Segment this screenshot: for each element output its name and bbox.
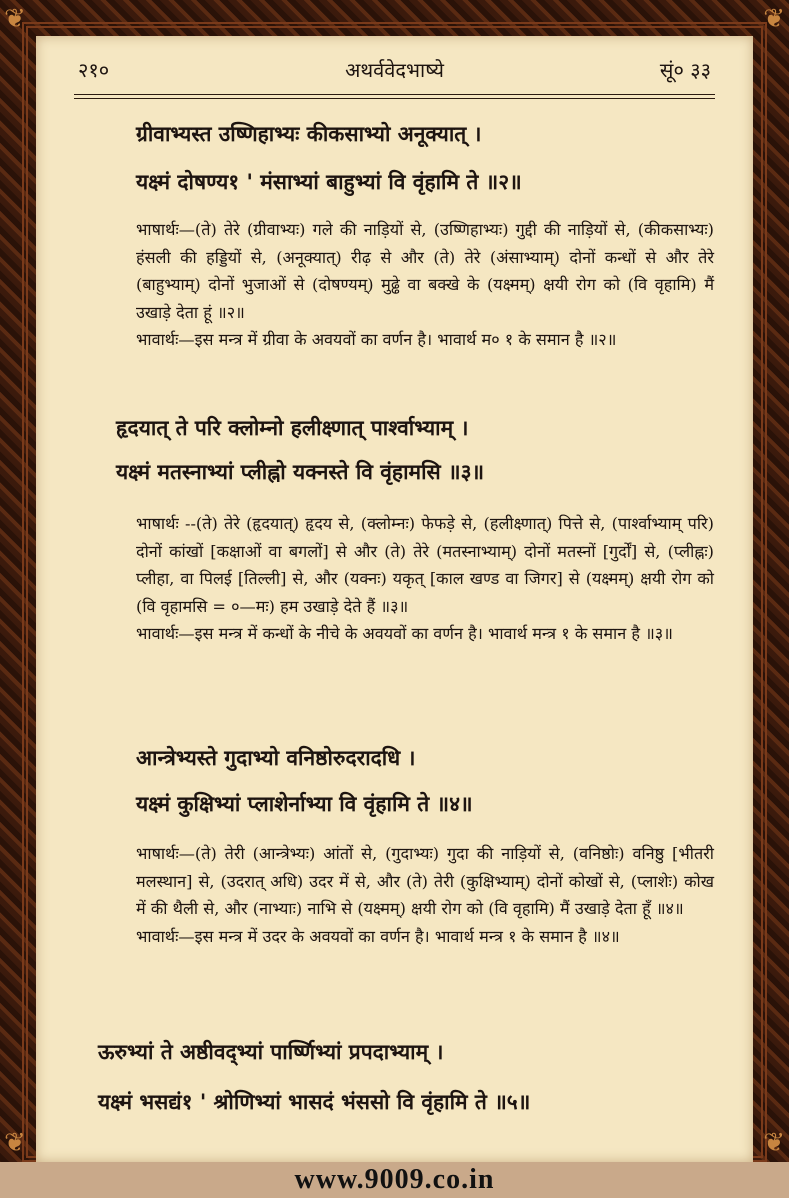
book-page bbox=[36, 36, 753, 1162]
commentary-verse-4 bbox=[84, 840, 714, 950]
verse-2-line-2: यक्ष्मं दोषण्य१ ' मंसाभ्यां बाहुभ्यां वि वृंहामि ते ॥२॥ bbox=[136, 169, 522, 194]
book-title: अथर्ववेदभाष्ये bbox=[345, 58, 444, 82]
verse-3-line-2: यक्ष्मं मतस्नाभ्यां प्लीह्नो यक्नस्ते वि वृंहामसि ॥३॥ bbox=[116, 459, 485, 484]
corner-ornament-icon: ❦ bbox=[763, 1128, 785, 1158]
corner-ornament-icon: ❦ bbox=[4, 1128, 26, 1158]
bhavartha-paragraph: भावार्थः—इस मन्त्र में कन्धों के नीचे के अवयवों का वर्णन है। भावार्थ मन्त्र १ के समान है ॥३॥ bbox=[136, 624, 673, 643]
page-number: २१० bbox=[78, 58, 110, 82]
commentary-verse-2 bbox=[84, 216, 714, 354]
commentary-verse-3 bbox=[84, 510, 714, 648]
verse-3-line-1: हृदयात् ते परि क्लोम्नो हलीक्ष्णात् पार्श्वाभ्याम् । bbox=[116, 415, 469, 440]
bhavartha-paragraph: भावार्थः—इस मन्त्र में ग्रीवा के अवयवों का वर्णन है। भावार्थ म० १ के समान है ॥२॥ bbox=[136, 330, 617, 349]
verse-4-line-2: यक्ष्मं कुक्षिभ्यां प्लाशेर्नाभ्या वि वृंहामि ते ॥४॥ bbox=[136, 791, 473, 816]
verse-4-line-1: आन्त्रेभ्यस्ते गुदाभ्यो वनिष्ठोरुदरादधि । bbox=[136, 745, 416, 770]
corner-ornament-icon: ❦ bbox=[4, 4, 26, 34]
sukta-number: सूं० ३३ bbox=[659, 58, 711, 82]
meaning-paragraph: भाषार्थः—(ते) तेरी (आन्त्रेभ्यः) आंतों से, (गुदाभ्यः) गुदा की नाड़ियों से, (वनिष्ठोः) वनिष्ठु [भीतरी मलस्थान] से, (उदरात् अधि) उदर में से, और (ते) तेरी (कुक्षिभ्याम्) दोनों कोखों से, (प्लाशेः) कोख में की थैली से, और (नाभ्याः) नाभि से (यक्ष्मम्) क्षयी रोग को (वि वृहामि) मैं उखाड़े देता हूँ ॥४॥ bbox=[136, 844, 714, 918]
corner-ornament-icon: ❦ bbox=[763, 4, 785, 34]
page-header bbox=[36, 56, 753, 86]
verse-5-line-2: यक्ष्मं भसद्यं१ ' श्रोणिभ्यां भासदं भंससो वि वृंहामि ते ॥५॥ bbox=[98, 1089, 531, 1114]
verse-2-line-1: ग्रीवाभ्यस्त उष्णिहाभ्यः कीकसाभ्यो अनूक्यात् । bbox=[136, 121, 482, 146]
website-url: www.9009.co.in bbox=[294, 1164, 495, 1195]
meaning-paragraph: भाषार्थः—(ते) तेरे (ग्रीवाभ्यः) गले की नाड़ियों से, (उष्णिहाभ्यः) गुद्दी की नाड़ियों से, (कीकसाभ्यः) हंसली की हड्डियों से, (अनूक्यात्) रीढ़ से और (ते) तेरे (अंसाभ्याम्) दोनों कन्धों से और तेरे (बाहुभ्याम्) दोनों भुजाओं से (दोषण्यम्) मुढ्ढे वा बक्खे के (यक्ष्मम्) क्षयी रोग को (वि वृहामि) मैं उखाड़े देता हूं ॥२॥ bbox=[136, 220, 714, 322]
header-rule bbox=[74, 94, 715, 95]
meaning-paragraph: भाषार्थः --(ते) तेरे (हृदयात्) हृदय से, (क्लोम्नः) फेफड़े से, (हलीक्ष्णात्) पित्ते से, (पार्श्वाभ्याम् परि) दोनों कांखों [कक्षाओं वा बगलों] से और (ते) तेरे (मतस्नाभ्याम्) दोनों मतस्नों [गुर्दों] से, (प्लीह्नः) प्लीहा, वा पिलई [तिल्ली] से, और (यक्नः) यकृत् [काल खण्ड वा जिगर] से (यक्ष्मम्) क्षयी रोग को (वि वृहामसि = ०—मः) हम उखाड़े देते हैं ॥३॥ bbox=[136, 514, 714, 616]
bhavartha-paragraph: भावार्थः—इस मन्त्र में उदर के अवयवों का वर्णन है। भावार्थ मन्त्र १ के समान है ॥४॥ bbox=[136, 926, 620, 946]
verse-5-line-1: ऊरुभ्यां ते अष्ठीवद्भ्यां पार्ष्णिभ्यां प्रपदाभ्याम् । bbox=[98, 1039, 444, 1064]
header-rule bbox=[74, 98, 715, 99]
